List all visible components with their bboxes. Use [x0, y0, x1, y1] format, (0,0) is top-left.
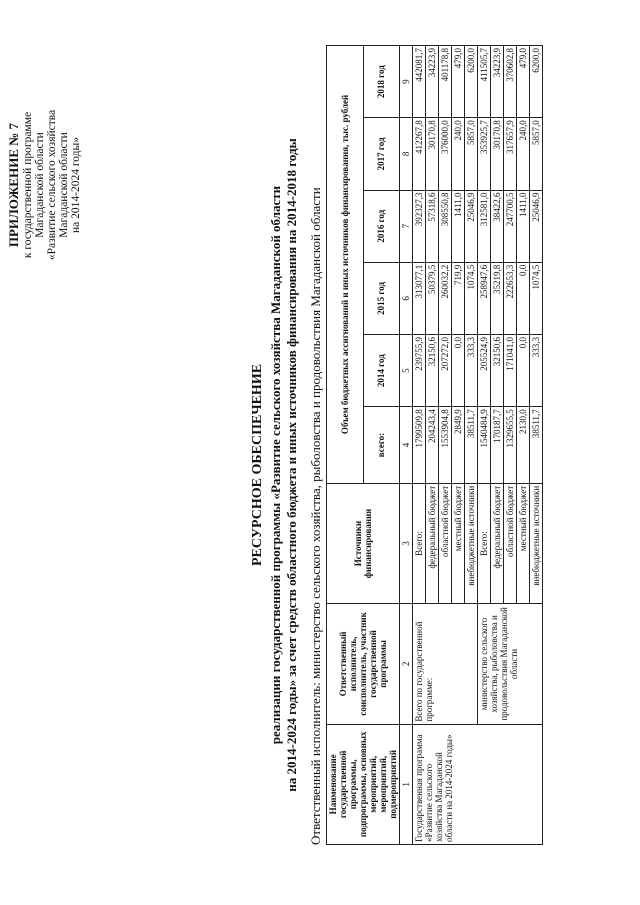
- value-cell: 5857,0: [530, 118, 543, 190]
- value-cell: 204243,4: [426, 407, 439, 484]
- value-cell: 312581,0: [478, 190, 491, 262]
- value-cell: 411505,7: [478, 46, 491, 118]
- value-cell: 38511,7: [530, 407, 543, 484]
- value-cell: 333,3: [530, 334, 543, 406]
- value-cell: 401178,8: [439, 46, 452, 118]
- resource-table: [326, 45, 543, 845]
- value-cell: 240,0: [517, 118, 530, 190]
- value-cell: 0,0: [517, 262, 530, 334]
- appendix-line: на 2014-2024 годы»: [70, 137, 82, 234]
- value-cell: 1799509,8: [413, 407, 426, 484]
- value-cell: 392327,3: [413, 190, 426, 262]
- source-cell: федеральный бюджет: [426, 483, 439, 603]
- value-cell: 719,9: [452, 262, 465, 334]
- value-cell: 240,0: [452, 118, 465, 190]
- value-cell: 0,0: [452, 334, 465, 406]
- column-numbers-row: [400, 46, 413, 845]
- value-cell: 479,0: [452, 46, 465, 118]
- value-cell: 260032,2: [439, 262, 452, 334]
- header-col2: Ответственный исполнитель, соисполнитель, участник государственной программы: [327, 604, 400, 724]
- col-number: 9: [400, 46, 413, 118]
- appendix-line: Магаданской области: [34, 132, 46, 238]
- value-cell: 57318,6: [426, 190, 439, 262]
- value-cell: 205524,9: [478, 334, 491, 406]
- value-cell: 34223,9: [426, 46, 439, 118]
- responsible-executor: Ответственный исполнитель: министерство сельского хозяйства, рыболовства и продовольствия Магаданской области: [308, 187, 323, 845]
- appendix-block: [8, 40, 82, 330]
- table-row: [413, 46, 426, 845]
- program-name: Государственная программа «Развитие сельского хозяйства Магаданской области на 2014-2024 годы»: [413, 724, 543, 844]
- value-cell: 1411,0: [452, 190, 465, 262]
- col-number: 5: [400, 334, 413, 406]
- value-cell: 2849,9: [452, 407, 465, 484]
- document-title: РЕСУРСНОЕ ОБЕСПЕЧЕНИЕ: [250, 363, 265, 567]
- value-cell: 30170,8: [491, 118, 504, 190]
- header-group: Объем бюджетных ассигнований и иных источников финансирования, тыс. рублей: [327, 46, 364, 484]
- value-cell: 35219,8: [491, 262, 504, 334]
- value-cell: 1074,5: [465, 262, 478, 334]
- value-cell: 38422,6: [491, 190, 504, 262]
- source-cell: внебюджетные источники: [530, 483, 543, 603]
- value-cell: 1411,0: [517, 190, 530, 262]
- value-cell: 50379,5: [426, 262, 439, 334]
- source-cell: областной бюджет: [504, 483, 517, 603]
- header-row: [327, 46, 364, 845]
- executor-cell: министерство сельского хозяйства, рыболовства и продовольствия Магаданской области: [478, 604, 543, 724]
- col-number: 4: [400, 407, 413, 484]
- value-cell: 6200,0: [530, 46, 543, 118]
- value-cell: 353925,7: [478, 118, 491, 190]
- value-cell: 34223,9: [491, 46, 504, 118]
- value-cell: 317657,9: [504, 118, 517, 190]
- value-cell: 207272,0: [439, 334, 452, 406]
- value-cell: 170187,7: [491, 407, 504, 484]
- value-cell: 1074,5: [530, 262, 543, 334]
- value-cell: 2130,0: [517, 407, 530, 484]
- value-cell: 370602,8: [504, 46, 517, 118]
- value-cell: 258947,6: [478, 262, 491, 334]
- value-cell: 25046,9: [530, 190, 543, 262]
- source-cell: внебюджетные источники: [465, 483, 478, 603]
- value-cell: 5857,0: [465, 118, 478, 190]
- executor-cell: Всего по государственной программе:: [413, 604, 478, 724]
- source-cell: областной бюджет: [439, 483, 452, 603]
- value-cell: 38511,7: [465, 407, 478, 484]
- col-number: 6: [400, 262, 413, 334]
- document-subtitle: реализации государственной программы «Развитие сельского хозяйства Магаданской области: [268, 185, 283, 745]
- value-cell: 333,3: [465, 334, 478, 406]
- source-cell: Всего:: [478, 483, 491, 603]
- value-cell: 32150,6: [491, 334, 504, 406]
- col-number: 7: [400, 190, 413, 262]
- header-year: 2018 год: [363, 46, 400, 118]
- col-number: 8: [400, 118, 413, 190]
- value-cell: 313077,1: [413, 262, 426, 334]
- value-cell: 239755,9: [413, 334, 426, 406]
- appendix-heading: ПРИЛОЖЕНИЕ № 7: [6, 122, 21, 248]
- value-cell: 376000,0: [439, 118, 452, 190]
- value-cell: 30170,8: [426, 118, 439, 190]
- value-cell: 1553904,8: [439, 407, 452, 484]
- value-cell: 32150,6: [426, 334, 439, 406]
- col-number: 2: [400, 604, 413, 724]
- source-cell: федеральный бюджет: [491, 483, 504, 603]
- source-cell: местный бюджет: [452, 483, 465, 603]
- appendix-line: к государственной программе: [22, 111, 34, 259]
- value-cell: 222653,3: [504, 262, 517, 334]
- header-year: 2017 год: [363, 118, 400, 190]
- value-cell: 479,0: [517, 46, 530, 118]
- header-year: 2016 год: [363, 190, 400, 262]
- value-cell: 412267,8: [413, 118, 426, 190]
- source-cell: местный бюджет: [517, 483, 530, 603]
- header-col1: Наименование государственной программы, подпрограммы, основных мероприятий, мероприятий, подмероприятий: [327, 724, 400, 844]
- header-year: 2014 год: [363, 334, 400, 406]
- value-cell: 247700,5: [504, 190, 517, 262]
- value-cell: 1540484,9: [478, 407, 491, 484]
- header-col3: Источники финансирования: [327, 483, 400, 603]
- value-cell: 0,0: [517, 334, 530, 406]
- header-year: 2015 год: [363, 262, 400, 334]
- col-number: 3: [400, 483, 413, 603]
- value-cell: 308550,8: [439, 190, 452, 262]
- value-cell: 171041,0: [504, 334, 517, 406]
- value-cell: 6200,0: [465, 46, 478, 118]
- value-cell: 442081,7: [413, 46, 426, 118]
- value-cell: 25046,9: [465, 190, 478, 262]
- document-subtitle-2: на 2014-2024 годы» за счет средств областного бюджета и иных источников финансирования на 2014-2018 годы: [284, 138, 299, 792]
- source-cell: Всего:: [413, 483, 426, 603]
- appendix-line: «Развитие сельского хозяйства: [46, 109, 58, 261]
- header-total: всего:: [363, 407, 400, 484]
- value-cell: 1329655,5: [504, 407, 517, 484]
- appendix-line: Магаданской области: [58, 132, 70, 238]
- col-number: 1: [400, 724, 413, 844]
